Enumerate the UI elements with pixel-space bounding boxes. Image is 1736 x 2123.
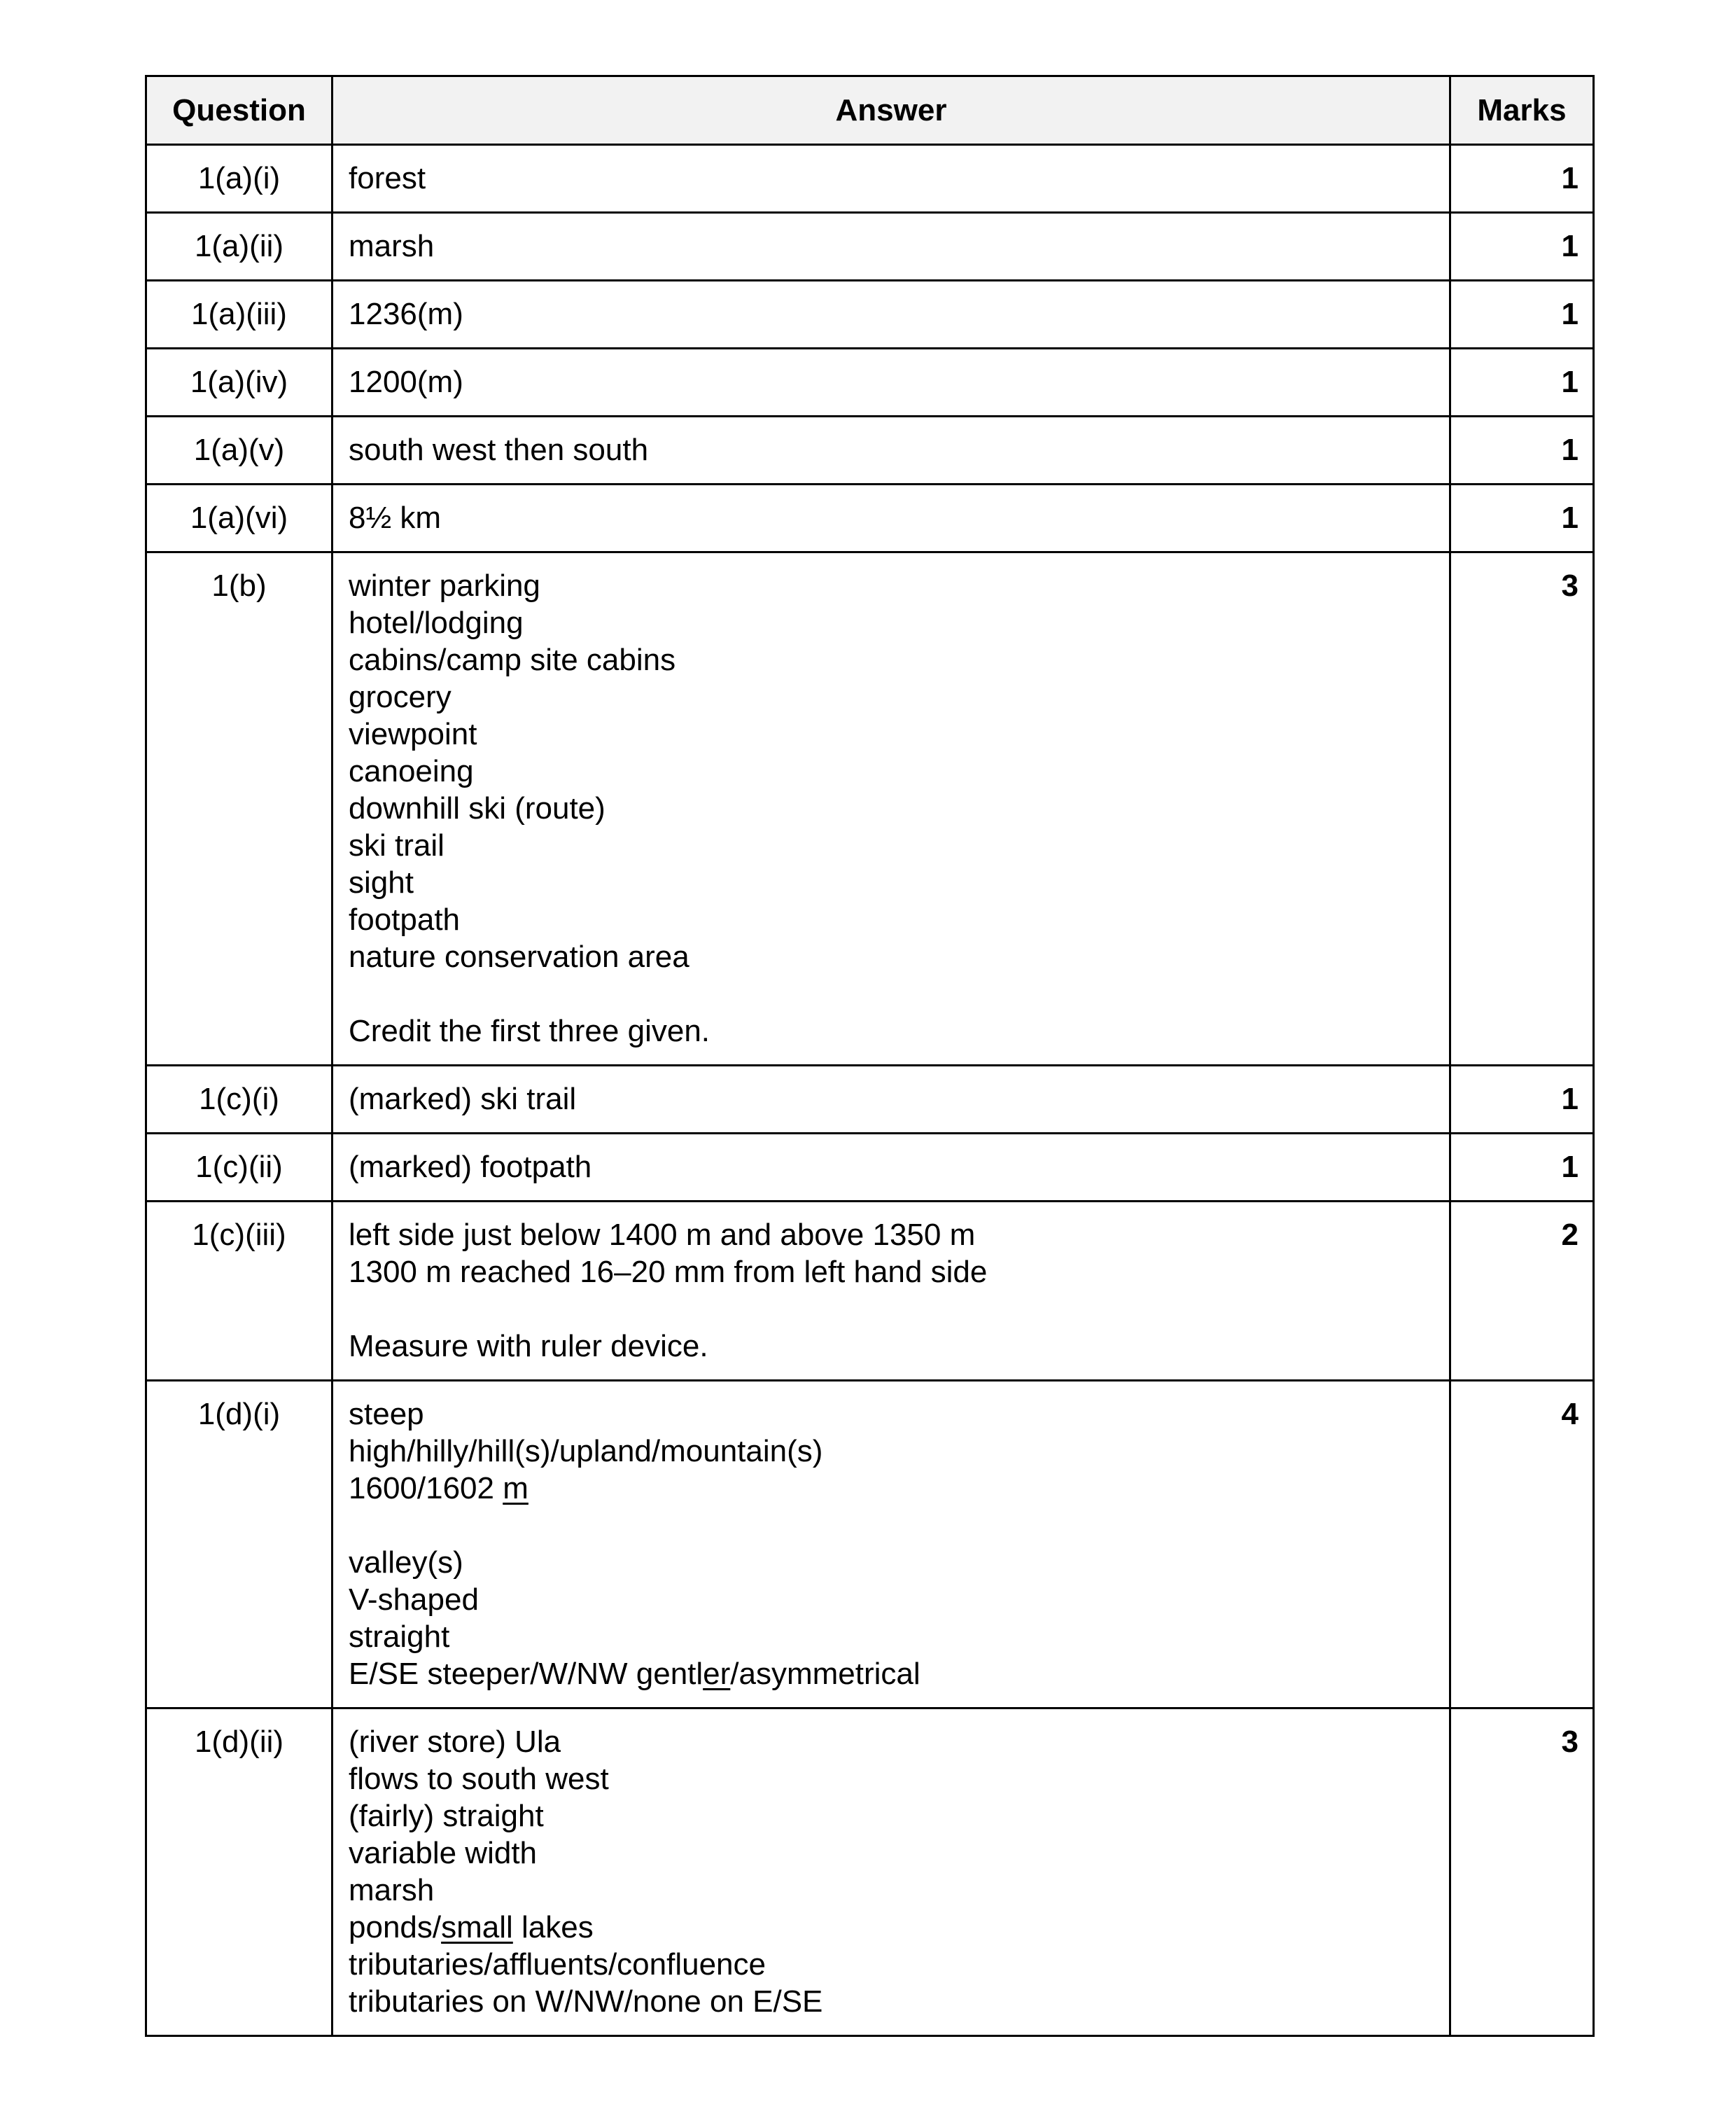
marks-value: 4: [1450, 1381, 1594, 1708]
answer-cell: [332, 1202, 1450, 1381]
marks-value: 1: [1450, 1134, 1594, 1202]
question-number: 1(c)(ii): [146, 1134, 332, 1202]
question-number: 1(a)(i): [146, 145, 332, 213]
answer-cell: [332, 281, 1450, 349]
question-number: 1(a)(ii): [146, 213, 332, 281]
answer-line: 8½ km: [349, 501, 442, 535]
answer-line: Credit the first three given.: [349, 1014, 710, 1048]
answer-line: straight: [349, 1620, 450, 1654]
answer-line: 1236(m): [349, 297, 463, 331]
question-number: 1(c)(i): [146, 1066, 332, 1134]
answer-line: marsh: [349, 229, 435, 263]
answer-line: flows to south west: [349, 1762, 609, 1796]
table-body: [146, 145, 1594, 2036]
answer-line: cabins/camp site cabins: [349, 643, 676, 677]
marks-value: 3: [1450, 552, 1594, 1066]
answer-line: Measure with ruler device.: [349, 1329, 708, 1363]
table-row: [146, 145, 1594, 213]
answer-line: ski trail: [349, 828, 444, 863]
answer-spacer: [349, 1290, 1434, 1328]
answer-line: (river store) Ula: [349, 1725, 561, 1759]
answer-cell: [332, 213, 1450, 281]
answer-line: winter parking: [349, 569, 540, 603]
table-row: [146, 1202, 1594, 1381]
answer-line: variable width: [349, 1836, 538, 1870]
answer-line: nature conservation area: [349, 940, 690, 974]
answer-line: tributaries on W/NW/none on E/SE: [349, 1984, 823, 2019]
answer-line: footpath: [349, 903, 461, 937]
answer-line: V-shaped: [349, 1582, 479, 1617]
question-number: 1(a)(vi): [146, 485, 332, 552]
table-row: [146, 552, 1594, 1066]
answer-line: downhill ski (route): [349, 791, 606, 826]
header-row: [146, 76, 1594, 145]
answer-line: 1200(m): [349, 365, 463, 399]
table-row: [146, 349, 1594, 417]
answer-cell: [332, 1708, 1450, 2036]
answer-line: left side just below 1400 m and above 1350 m: [349, 1218, 976, 1252]
answer-line: canoeing: [349, 754, 474, 788]
answer-line: south west then south: [349, 433, 649, 467]
answer-spacer: [349, 1507, 1434, 1544]
question-number: 1(a)(iv): [146, 349, 332, 417]
answer-column-header: Answer: [332, 76, 1450, 145]
marks-value: 1: [1450, 213, 1594, 281]
answer-line: steep: [349, 1397, 424, 1431]
answer-spacer: [349, 975, 1434, 1012]
answer-line: tributaries/affluents/confluence: [349, 1947, 766, 1982]
answer-line: forest: [349, 161, 426, 195]
question-number: 1(a)(v): [146, 417, 332, 485]
mark-scheme-table: [145, 75, 1595, 2037]
question-number: 1(b): [146, 552, 332, 1066]
answer-line: sight: [349, 865, 414, 900]
answer-line: hotel/lodging: [349, 606, 524, 640]
marks-column-header: Marks: [1450, 76, 1594, 145]
table-row: [146, 213, 1594, 281]
answer-cell: [332, 145, 1450, 213]
marks-value: 1: [1450, 417, 1594, 485]
table-row: [146, 485, 1594, 552]
table-row: [146, 281, 1594, 349]
marks-value: 1: [1450, 485, 1594, 552]
answer-line: grocery: [349, 680, 451, 714]
answer-line: (marked) footpath: [349, 1150, 592, 1184]
answer-cell: [332, 417, 1450, 485]
answer-line: 1300 m reached 16–20 mm from left hand side: [349, 1255, 988, 1289]
answer-cell: [332, 1134, 1450, 1202]
answer-cell: [332, 349, 1450, 417]
answer-line: E/SE steeper/W/NW gentler/asymmetrical: [349, 1657, 920, 1691]
marks-value: 1: [1450, 1066, 1594, 1134]
answer-cell: [332, 485, 1450, 552]
table-row: [146, 1381, 1594, 1708]
table-row: [146, 1066, 1594, 1134]
answer-line: viewpoint: [349, 717, 477, 751]
marks-value: 1: [1450, 349, 1594, 417]
answer-cell: [332, 552, 1450, 1066]
question-number: 1(d)(ii): [146, 1708, 332, 2036]
answer-line: ponds/small lakes: [349, 1910, 594, 1944]
answer-line: high/hilly/hill(s)/upland/mountain(s): [349, 1434, 823, 1468]
table-row: [146, 1134, 1594, 1202]
answer-line: marsh: [349, 1873, 435, 1907]
marks-value: 3: [1450, 1708, 1594, 2036]
question-number: 1(d)(i): [146, 1381, 332, 1708]
question-number: 1(c)(iii): [146, 1202, 332, 1381]
answer-cell: [332, 1381, 1450, 1708]
answer-line: valley(s): [349, 1545, 463, 1580]
table-row: [146, 1708, 1594, 2036]
table-row: [146, 417, 1594, 485]
answer-line: (marked) ski trail: [349, 1082, 577, 1116]
answer-line: (fairly) straight: [349, 1799, 544, 1833]
marks-value: 1: [1450, 281, 1594, 349]
marks-value: 1: [1450, 145, 1594, 213]
question-number: 1(a)(iii): [146, 281, 332, 349]
question-column-header: Question: [146, 76, 332, 145]
answer-line: 1600/1602 m: [349, 1471, 528, 1505]
answer-cell: [332, 1066, 1450, 1134]
marks-value: 2: [1450, 1202, 1594, 1381]
